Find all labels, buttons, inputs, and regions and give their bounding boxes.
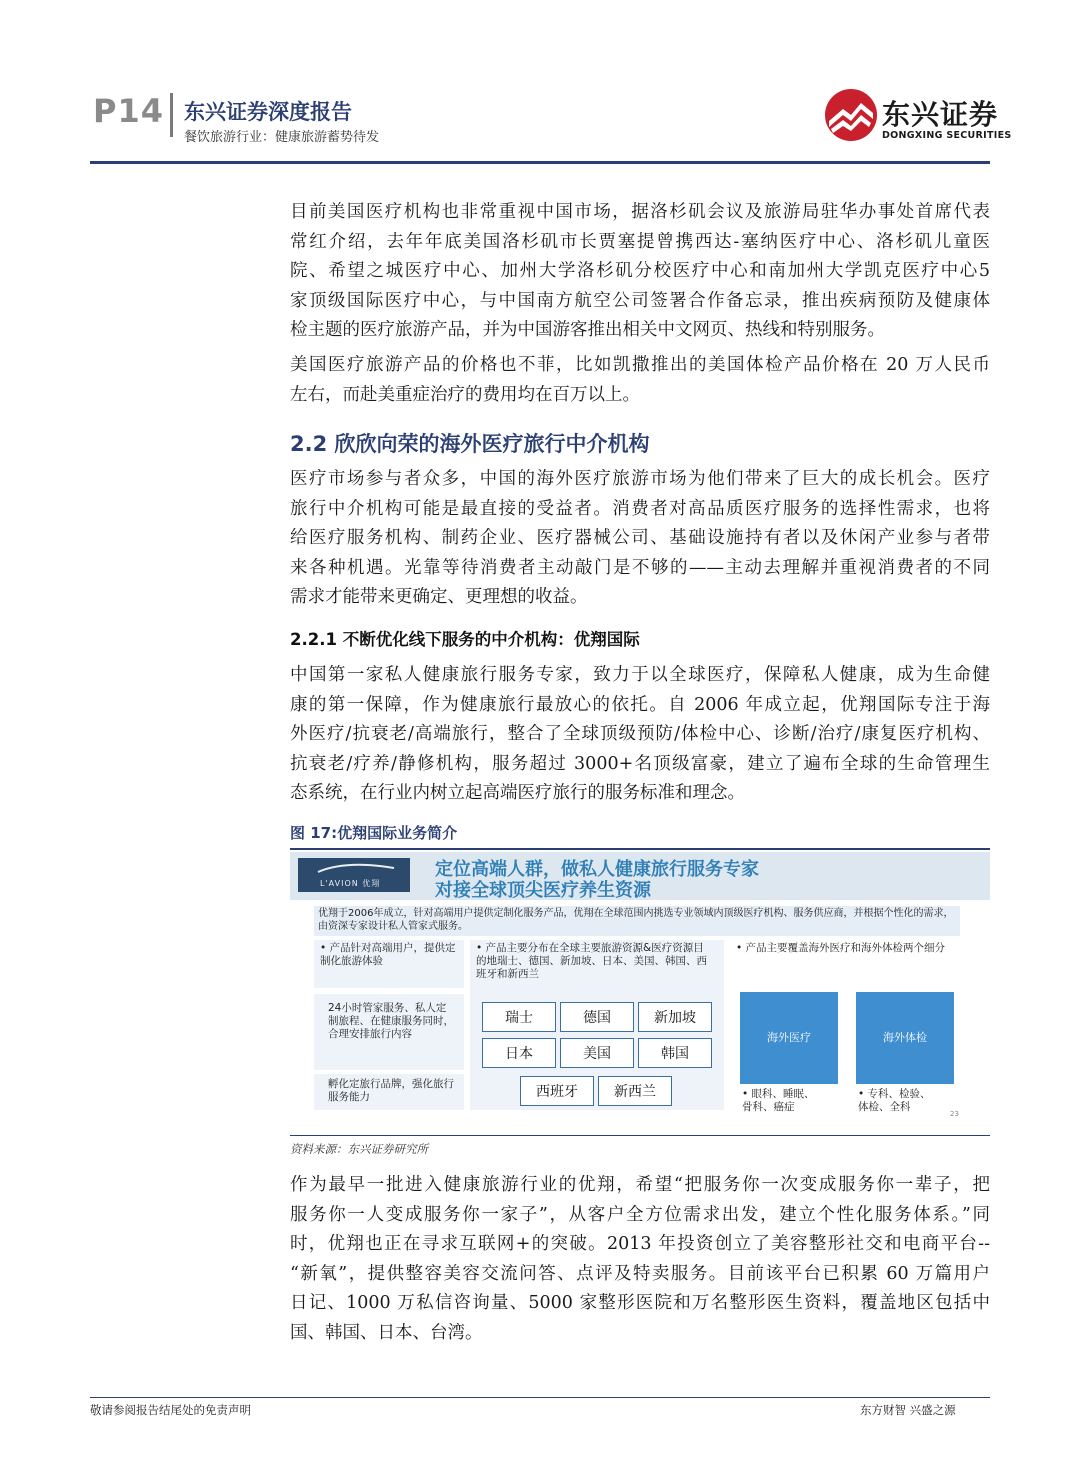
segment-overseas-checkup: 海外体检 [856, 992, 954, 1084]
footer-disclaimer: 敬请参阅报告结尾处的免责声明 [90, 1403, 251, 1417]
text-line: 作为最早一批进入健康旅游行业的优翔，希望“把服务你一次变成服务你一辈子，把 [290, 1175, 990, 1195]
figure-top-rule [290, 848, 990, 850]
segment-note-checkup: • 专科、检验、体检、全科 [858, 1088, 931, 1113]
figure-headline-1: 定位高端人群，做私人健康旅行服务专家 [435, 859, 759, 880]
header-divider [170, 93, 173, 137]
figure-page-mark: 23 [950, 1110, 959, 1118]
text-line: 检主题的医疗旅游产品，并为中国游客推出相关中文网页、热线和特别服务。 [290, 320, 885, 340]
figure-intro-text: 优翔于2006年成立，针对高端用户提供定制化服务产品，优翔在全球范围内挑选专业领域内顶级医疗机构、服务供应商，并根据个性化的需求，由资深专家设计私人管家式服务。 [318, 908, 954, 932]
header-rule [90, 161, 990, 164]
report-title: 东兴证券深度报告 [184, 100, 352, 124]
text-line: 旅行中介机构可能是最直接的受益者。消费者对高品质医疗服务的选择性需求，也将 [290, 498, 990, 519]
figure-headline-2: 对接全球顶尖医疗养生资源 [435, 880, 651, 901]
country-korea: 韩国 [638, 1038, 712, 1068]
paragraph-us-pricing [290, 351, 990, 410]
figure-left-text-2: 24小时管家服务、私人定制旅程、在健康服务同时，合理安排旅行内容 [328, 1002, 454, 1040]
text-line: 态系统，在行业内树立起高端医疗旅行的服务标准和理念。 [290, 783, 745, 803]
text-line: 院、希望之城医疗中心、加州大学洛杉矶分校医疗中心和南加州大学凯克医疗中心5 [290, 261, 990, 281]
text-line: 来各种机遇。光靠等待消费者主动敲门是不够的——主动去理解并重视消费者的不同 [290, 557, 990, 578]
logo-english-name: DONGXING SECURITIES [882, 130, 1012, 141]
text-line: 美国医疗旅游产品的价格也不菲，比如凯撒推出的美国体检产品价格在 20 万人民币 [290, 355, 990, 375]
figure-bottom-rule [290, 1135, 990, 1136]
country-switzerland: 瑞士 [482, 1002, 556, 1032]
text-line: 抗衰老/疗养/静修机构，服务超过 3000+名顶级富豪，建立了遍布全球的生命管理生 [290, 753, 990, 774]
figure-left-text-3: 孵化定旅行品牌，强化旅行服务能力 [328, 1078, 454, 1103]
footer-slogan: 东方财智 兴盛之源 [860, 1403, 956, 1417]
country-germany: 德国 [560, 1002, 634, 1032]
figure-right-header: • 产品主要覆盖海外医疗和海外体检两个细分 [736, 942, 946, 954]
paragraph-youxiang-intro [290, 661, 990, 809]
text-line: 国、韩国、日本、台湾。 [290, 1322, 483, 1343]
text-line: 给医疗服务机构、制药企业、医疗器械公司、基础设施持有者以及休闲产业参与者带 [290, 528, 990, 548]
figure-left-text-1: • 产品针对高端用户，提供定制化旅游体验 [320, 942, 456, 967]
page-number: P14 [93, 92, 164, 130]
country-usa: 美国 [560, 1038, 634, 1068]
text-line: 日记、1000 万私信咨询量、5000 家整形医院和万名整形医生资料，覆盖地区包括中 [290, 1293, 990, 1313]
figure-mid-header: • 产品主要分布在全球主要旅游资源&医疗资源目的地瑞士、德国、新加坡、日本、美国、韩国、西班牙和新西兰 [476, 942, 707, 980]
plane-wave-icon [316, 862, 396, 876]
text-line: 医疗市场参与者众多，中国的海外医疗旅游市场为他们带来了巨大的成长机会。医疗 [290, 469, 990, 489]
text-line: 家顶级国际医疗中心，与中国南方航空公司签署合作备忘录，推出疾病预防及健康体 [290, 290, 990, 311]
country-spain: 西班牙 [520, 1076, 594, 1106]
figure-source: 资料来源：东兴证券研究所 [290, 1142, 428, 1156]
text-line: 时，优翔也正在寻求互联网+的突破。2013 年投资创立了美容整形社交和电商平台-- [290, 1234, 990, 1254]
text-line: 需求才能带来更确定、更理想的收益。 [290, 587, 588, 607]
text-line: 外医疗/抗衰老/高端旅行，整合了全球顶级预防/体检中心、诊断/治疗/康复医疗机构、 [290, 724, 990, 744]
paragraph-us-medical-institutions [290, 198, 990, 346]
text-line: “新氧”，提供整容美容交流问答、点评及特卖服务。目前该平台已积累 60 万篇用户 [290, 1263, 990, 1284]
logo-chinese-name: 东兴证券 [882, 98, 999, 131]
footer-rule [90, 1397, 990, 1398]
text-line: 服务你一人变成服务你一家子”，从客户全方位需求出发，建立个性化服务体系。”同 [290, 1204, 990, 1225]
country-singapore: 新加坡 [638, 1002, 712, 1032]
text-line: 常红介绍，去年年底美国洛杉矶市长贾塞提曾携西达-塞纳医疗中心、洛杉矶儿童医 [290, 231, 990, 252]
dongxing-logo-icon [823, 87, 879, 143]
figure-brand-text: L'AVION 优翔 [320, 879, 381, 888]
text-line: 康的第一保障，作为健康旅行最放心的依托。自 2006 年成立起，优翔国际专注于海 [290, 694, 990, 715]
text-line: 左右，而赴美重症治疗的费用均在百万以上。 [290, 384, 640, 405]
segment-note-medical: • 眼科、睡眠、骨科、癌症 [742, 1088, 815, 1113]
subsection-heading-2-2-1: 2.2.1 不断优化线下服务的中介机构：优翔国际 [290, 630, 640, 649]
section-heading-2-2: 2.2 欣欣向荣的海外医疗旅行中介机构 [290, 432, 650, 456]
report-subtitle: 餐饮旅游行业：健康旅游蓄势待发 [184, 130, 380, 145]
figure-caption: 图 17:优翔国际业务简介 [290, 824, 458, 842]
paragraph-intermediaries [290, 465, 990, 613]
text-line: 中国第一家私人健康旅行服务专家，致力于以全球医疗，保障私人健康，成为生命健 [290, 665, 990, 685]
text-line: 目前美国医疗机构也非常重视中国市场，据洛杉矶会议及旅游局驻华办事处首席代表 [290, 202, 990, 222]
country-new-zealand: 新西兰 [598, 1076, 672, 1106]
segment-overseas-medical: 海外医疗 [740, 992, 838, 1084]
paragraph-youxiang-strategy [290, 1171, 990, 1348]
figure-youxiang-business [290, 852, 990, 1132]
country-japan: 日本 [482, 1038, 556, 1068]
